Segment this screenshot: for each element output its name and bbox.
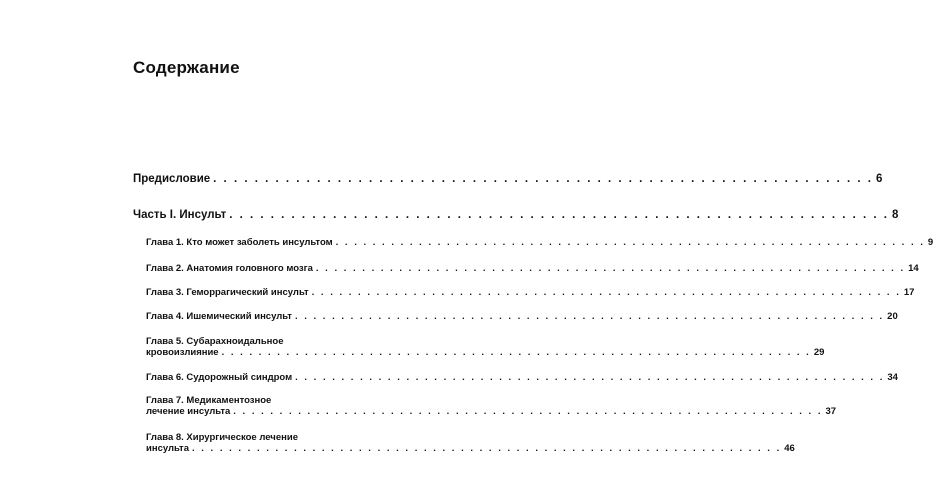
- toc-leader-dots: . . . . . . . . . . . . . . . . . . . . . . . . . . . . . . . . . . . . . . . . . . . . . . . . . . . . . . . . . . . . . . . .: [335, 237, 925, 248]
- toc-page-number: 29: [813, 347, 825, 358]
- toc-page-number: 9: [927, 237, 933, 248]
- toc-leader-dots: . . . . . . . . . . . . . . . . . . . . . . . . . . . . . . . . . . . . . . . . . . . . . . . . . . . . . . . . . . . . . . . .: [221, 347, 811, 358]
- toc-entry-label-line2: лечение инсульта: [146, 406, 231, 417]
- toc-entry-chapter-1[interactable]: [146, 237, 933, 248]
- toc-entry-chapter-5[interactable]: [146, 336, 825, 358]
- toc-page-number: 14: [908, 263, 919, 274]
- toc-entry-chapter-6[interactable]: [146, 372, 898, 383]
- toc-leader-dots: . . . . . . . . . . . . . . . . . . . . . . . . . . . . . . . . . . . . . . . . . . . . . . . . . . . . . . . . . . . . . . . .: [213, 173, 873, 185]
- page-title: Содержание: [133, 58, 240, 77]
- toc-entry-label-line1: Глава 7. Медикаментозное: [146, 395, 272, 406]
- toc-page-number: 8: [891, 209, 899, 221]
- toc-page-number: 17: [903, 287, 915, 298]
- toc-entry-label-line2: кровоизлияние: [146, 347, 219, 358]
- toc-entry-label: Глава 1. Кто может заболеть инсультом: [146, 237, 333, 248]
- toc-entry-chapter-2[interactable]: [146, 263, 919, 274]
- toc-page-number: 20: [887, 311, 898, 322]
- toc-entry-label: Часть I. Инсульт: [133, 209, 227, 221]
- toc-entry-label-line2: инсульта: [146, 443, 189, 454]
- toc-leader-dots: . . . . . . . . . . . . . . . . . . . . . . . . . . . . . . . . . . . . . . . . . . . . . . . . . . . . . . . . . . . . . . . .: [233, 406, 823, 417]
- toc-leader-dots: . . . . . . . . . . . . . . . . . . . . . . . . . . . . . . . . . . . . . . . . . . . . . . . . . . . . . . . . . . . . . . . .: [294, 311, 885, 322]
- toc-entry-chapter-3[interactable]: [146, 287, 915, 298]
- toc-entry-label: Предисловие: [133, 173, 211, 185]
- toc-entry-label-line1: Глава 5. Субарахноидальное: [146, 336, 284, 347]
- toc-entry-label: Глава 6. Судорожный синдром: [146, 372, 293, 383]
- toc-leader-dots: . . . . . . . . . . . . . . . . . . . . . . . . . . . . . . . . . . . . . . . . . . . . . . . . . . . . . . . . . . . . . . . .: [192, 443, 782, 454]
- toc-entry-chapter-7[interactable]: [146, 395, 837, 417]
- toc-entry-part-1[interactable]: [133, 209, 899, 221]
- toc-entry-preface[interactable]: [133, 173, 883, 185]
- toc-page-number: 34: [887, 372, 898, 383]
- toc-leader-dots: . . . . . . . . . . . . . . . . . . . . . . . . . . . . . . . . . . . . . . . . . . . . . . . . . . . . . . . . . . . . . . . .: [295, 372, 885, 383]
- toc-entry-label: Глава 4. Ишемический инсульт: [146, 311, 292, 322]
- toc-leader-dots: . . . . . . . . . . . . . . . . . . . . . . . . . . . . . . . . . . . . . . . . . . . . . . . . . . . . . . . . . . . . . . . .: [315, 263, 906, 274]
- toc-page-number: 46: [784, 443, 795, 454]
- toc-entry-label-line1: Глава 8. Хирургическое лечение: [146, 432, 298, 443]
- toc-entry-chapter-8[interactable]: [146, 432, 795, 454]
- toc-page-number: 37: [825, 406, 837, 417]
- toc-entry-chapter-4[interactable]: [146, 311, 898, 322]
- toc-page-number: 6: [875, 173, 883, 185]
- toc-leader-dots: . . . . . . . . . . . . . . . . . . . . . . . . . . . . . . . . . . . . . . . . . . . . . . . . . . . . . . . . . . . . . . . .: [229, 209, 889, 221]
- toc-entry-label: Глава 2. Анатомия головного мозга: [146, 263, 313, 274]
- toc-entry-label: Глава 3. Геморрагический инсульт: [146, 287, 309, 298]
- toc-leader-dots: . . . . . . . . . . . . . . . . . . . . . . . . . . . . . . . . . . . . . . . . . . . . . . . . . . . . . . . . . . . . . . . .: [311, 287, 901, 298]
